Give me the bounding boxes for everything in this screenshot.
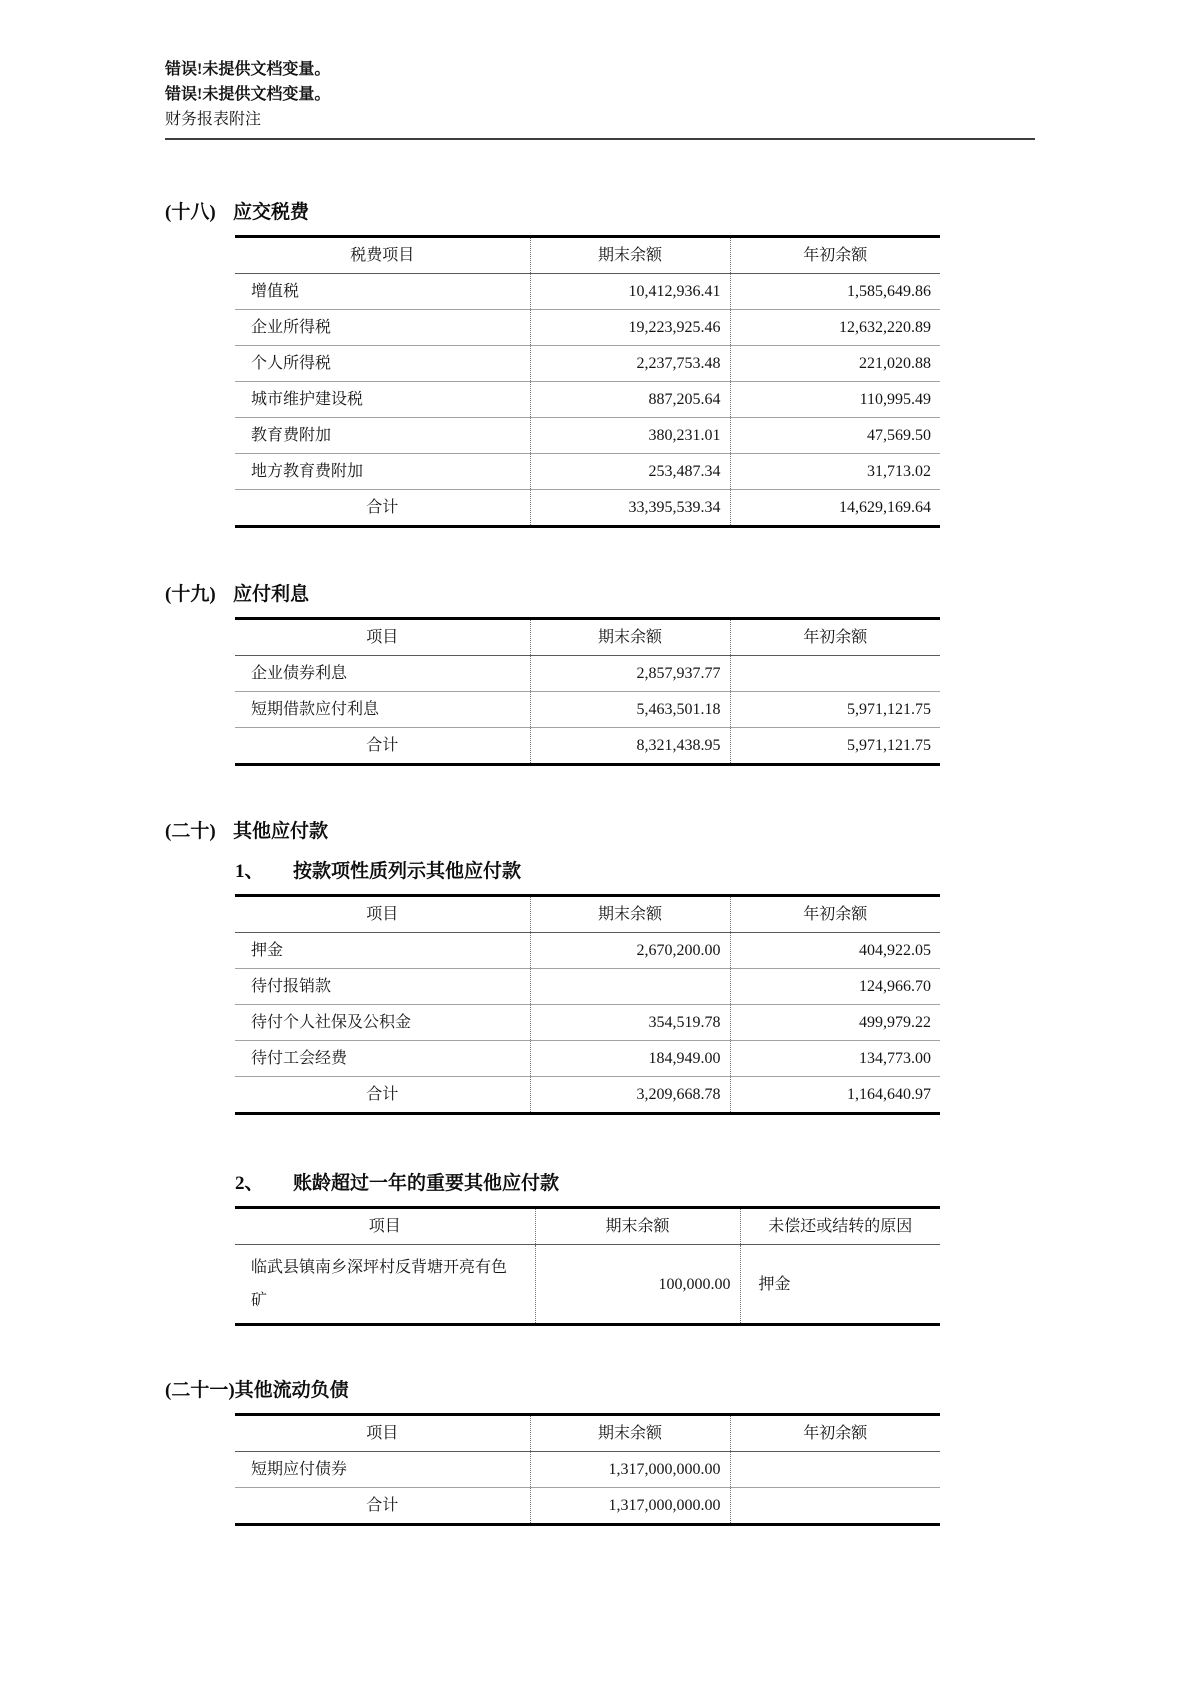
column-header-beginning-balance: 年初余额 — [730, 237, 940, 274]
row-label: 临武县镇南乡深坪村反背塘开亮有色矿 — [251, 1259, 508, 1309]
total-beginning-balance: 14,629,169.64 — [730, 490, 940, 527]
column-header-item: 项目 — [235, 1415, 530, 1452]
beginning-balance-value: 31,713.02 — [730, 454, 940, 490]
column-header-beginning-balance: 年初余额 — [730, 1415, 940, 1452]
section-label: (二十一) — [165, 1380, 235, 1401]
total-ending-balance: 8,321,438.95 — [530, 728, 730, 765]
important-aged-other-payables-table — [235, 1206, 940, 1326]
beginning-balance-value: 5,971,121.75 — [730, 692, 940, 728]
total-row — [235, 1488, 940, 1525]
header-error-line-2: 错误!未提供文档变量。 — [165, 86, 331, 103]
column-header-ending-balance: 期末余额 — [535, 1208, 740, 1245]
row-label: 地方教育费附加 — [235, 454, 530, 490]
beginning-balance-value: 110,995.49 — [730, 382, 940, 418]
other-current-liabilities-table — [235, 1413, 940, 1526]
row-label: 待付个人社保及公积金 — [235, 1005, 530, 1041]
table-row — [235, 418, 940, 454]
beginning-balance-value: 124,966.70 — [730, 969, 940, 1005]
row-label: 增值税 — [235, 274, 530, 310]
table-row — [235, 382, 940, 418]
row-label: 待付工会经费 — [235, 1041, 530, 1077]
beginning-balance-value: 1,585,649.86 — [730, 274, 940, 310]
subsection-heading-by-nature — [235, 859, 1035, 885]
section-heading-taxes-payable — [165, 200, 1035, 226]
section-title: 应付利息 — [233, 584, 310, 605]
subsection-heading-aged-over-one-year — [235, 1171, 1035, 1197]
column-header-ending-balance: 期末余额 — [530, 1415, 730, 1452]
total-label: 合计 — [366, 499, 399, 516]
section-label: (十八) — [165, 202, 216, 223]
table-header-row — [235, 896, 940, 933]
ending-balance-value: 100,000.00 — [535, 1245, 740, 1325]
table-row — [235, 692, 940, 728]
ending-balance-value: 184,949.00 — [530, 1041, 730, 1077]
beginning-balance-value: 134,773.00 — [730, 1041, 940, 1077]
section-title: 应交税费 — [233, 202, 310, 223]
reason-value: 押金 — [740, 1245, 940, 1325]
beginning-balance-value — [730, 1452, 940, 1488]
table-header-row — [235, 237, 940, 274]
table-row — [235, 1452, 940, 1488]
beginning-balance-value: 404,922.05 — [730, 933, 940, 969]
beginning-balance-value: 499,979.22 — [730, 1005, 940, 1041]
total-row — [235, 1077, 940, 1114]
taxes-payable-table — [235, 235, 940, 528]
table-row — [235, 346, 940, 382]
table-row — [235, 933, 940, 969]
table-row — [235, 274, 940, 310]
section-title: 其他应付款 — [233, 821, 329, 842]
subsection-number: 2、 — [235, 1173, 264, 1194]
section-title: 其他流动负债 — [234, 1380, 349, 1401]
ending-balance-value: 354,519.78 — [530, 1005, 730, 1041]
table-row — [235, 1041, 940, 1077]
total-row — [235, 728, 940, 765]
total-beginning-balance: 1,164,640.97 — [730, 1077, 940, 1114]
column-header-beginning-balance: 年初余额 — [730, 619, 940, 656]
total-ending-balance: 3,209,668.78 — [530, 1077, 730, 1114]
ending-balance-value: 380,231.01 — [530, 418, 730, 454]
subsection-number: 1、 — [235, 861, 264, 882]
table-row — [235, 969, 940, 1005]
total-ending-balance: 1,317,000,000.00 — [530, 1488, 730, 1525]
ending-balance-value: 1,317,000,000.00 — [530, 1452, 730, 1488]
row-label: 教育费附加 — [235, 418, 530, 454]
total-row — [235, 490, 940, 527]
header-rule — [165, 138, 1035, 140]
ending-balance-value — [530, 969, 730, 1005]
subsection-title: 按款项性质列示其他应付款 — [293, 861, 522, 882]
column-header-item: 税费项目 — [235, 237, 530, 274]
row-label: 个人所得税 — [235, 346, 530, 382]
table-header-row — [235, 619, 940, 656]
ending-balance-value: 2,670,200.00 — [530, 933, 730, 969]
section-label: (十九) — [165, 584, 216, 605]
subsection-title: 账龄超过一年的重要其他应付款 — [293, 1173, 560, 1194]
row-label: 城市维护建设税 — [235, 382, 530, 418]
column-header-ending-balance: 期末余额 — [530, 237, 730, 274]
total-label: 合计 — [366, 1497, 399, 1514]
ending-balance-value: 5,463,501.18 — [530, 692, 730, 728]
ending-balance-value: 10,412,936.41 — [530, 274, 730, 310]
ending-balance-value: 2,857,937.77 — [530, 656, 730, 692]
row-label: 企业所得税 — [235, 310, 530, 346]
section-heading-other-payables — [165, 819, 1035, 845]
table-header-row — [235, 1415, 940, 1452]
table-row — [235, 454, 940, 490]
row-label: 企业债券利息 — [235, 656, 530, 692]
column-header-ending-balance: 期末余额 — [530, 896, 730, 933]
total-label: 合计 — [366, 737, 399, 754]
section-label: (二十) — [165, 821, 216, 842]
ending-balance-value: 887,205.64 — [530, 382, 730, 418]
section-heading-interest-payable — [165, 582, 1035, 608]
column-header-item: 项目 — [235, 619, 530, 656]
ending-balance-value: 253,487.34 — [530, 454, 730, 490]
other-payables-by-nature-table — [235, 894, 940, 1115]
total-beginning-balance — [730, 1488, 940, 1525]
interest-payable-table — [235, 617, 940, 766]
column-header-item: 项目 — [235, 896, 530, 933]
beginning-balance-value: 221,020.88 — [730, 346, 940, 382]
header-error-line-1: 错误!未提供文档变量。 — [165, 61, 331, 78]
beginning-balance-value: 47,569.50 — [730, 418, 940, 454]
row-label: 待付报销款 — [235, 969, 530, 1005]
doc-header — [165, 57, 1035, 132]
table-header-row — [235, 1208, 940, 1245]
ending-balance-value: 2,237,753.48 — [530, 346, 730, 382]
row-label: 短期应付债券 — [235, 1452, 530, 1488]
table-row — [235, 1245, 940, 1325]
column-header-ending-balance: 期末余额 — [530, 619, 730, 656]
table-row — [235, 310, 940, 346]
total-label: 合计 — [366, 1086, 399, 1103]
row-label: 押金 — [235, 933, 530, 969]
ending-balance-value: 19,223,925.46 — [530, 310, 730, 346]
section-heading-other-current-liabilities — [165, 1378, 1035, 1404]
column-header-beginning-balance: 年初余额 — [730, 896, 940, 933]
total-ending-balance: 33,395,539.34 — [530, 490, 730, 527]
header-subtitle: 财务报表附注 — [165, 111, 262, 128]
total-beginning-balance: 5,971,121.75 — [730, 728, 940, 765]
beginning-balance-value: 12,632,220.89 — [730, 310, 940, 346]
table-row — [235, 1005, 940, 1041]
row-label: 短期借款应付利息 — [235, 692, 530, 728]
table-row — [235, 656, 940, 692]
beginning-balance-value — [730, 656, 940, 692]
column-header-reason: 未偿还或结转的原因 — [740, 1208, 940, 1245]
column-header-item: 项目 — [235, 1208, 535, 1245]
